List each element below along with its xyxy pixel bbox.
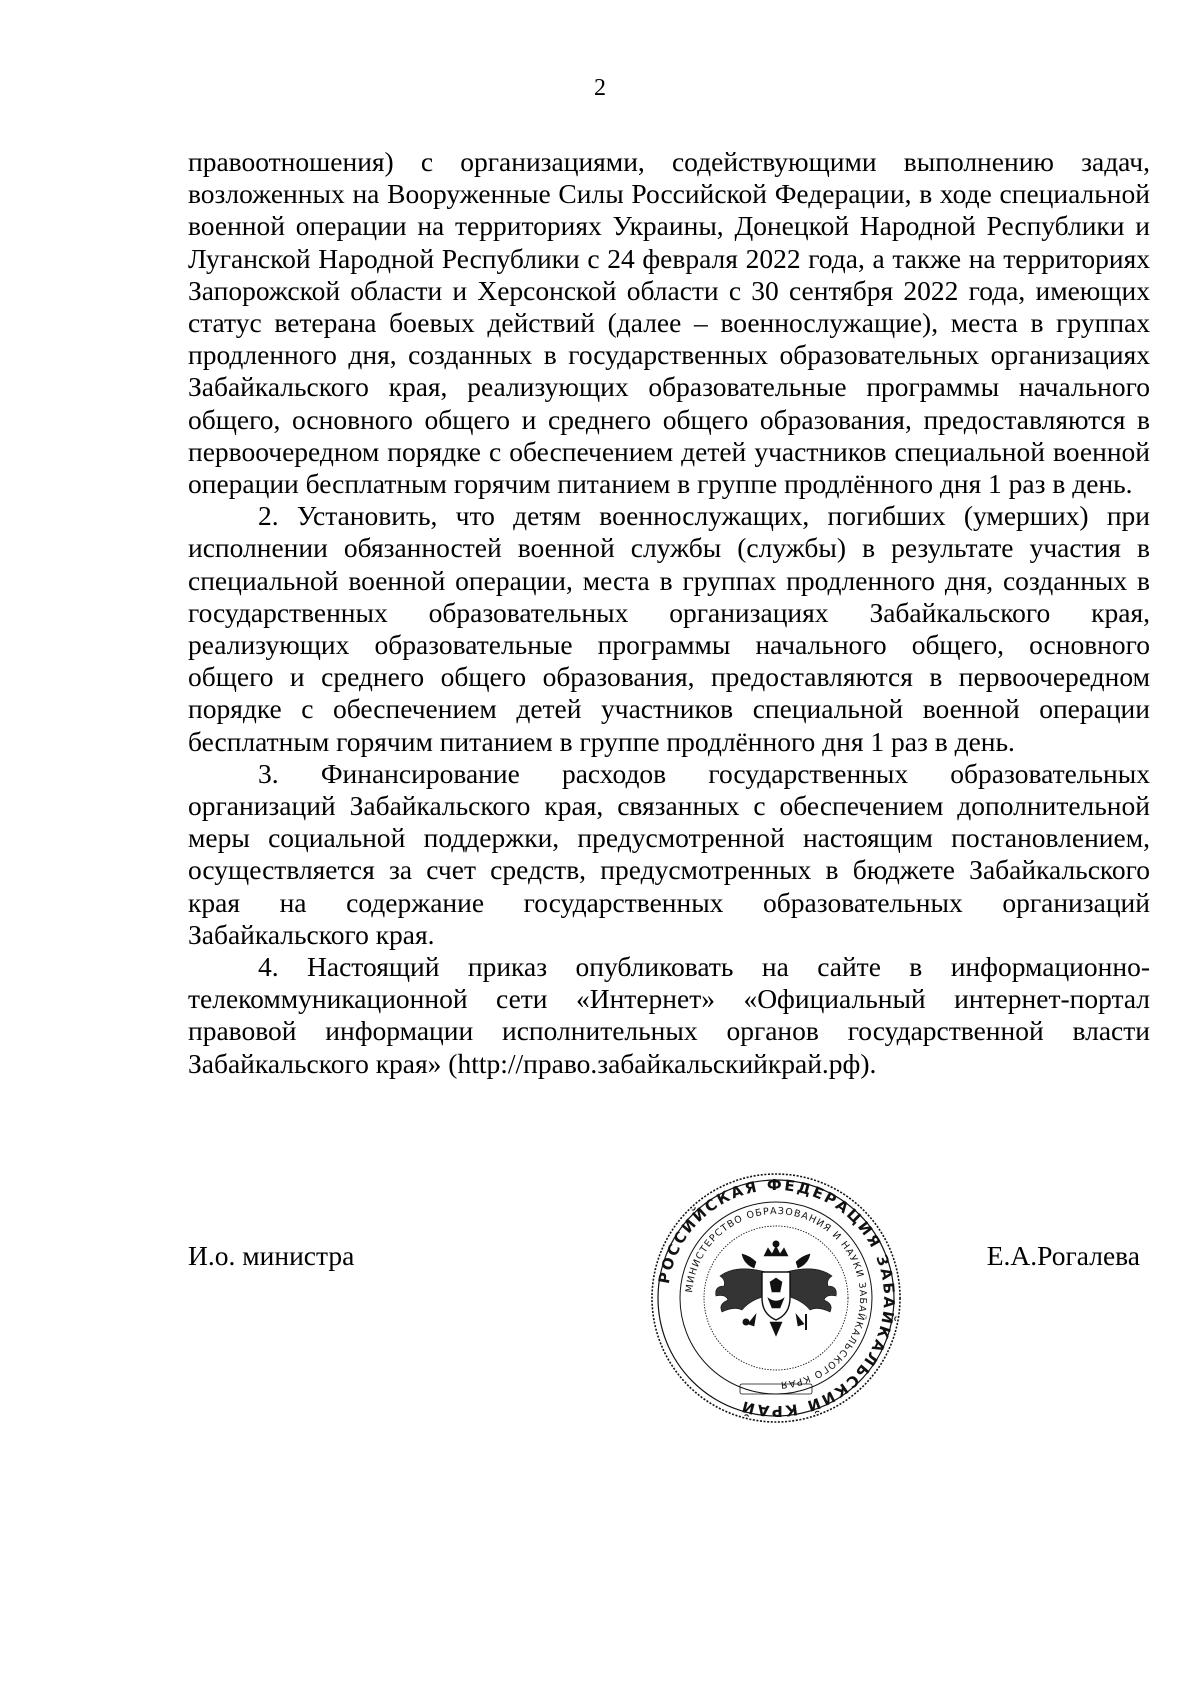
paragraph-4: 4. Настоящий приказ опубликовать на сайте в информационно-телекоммуникационной сети «Интернет» «Официальный интернет-портал правовой информации исполнительных органов государственной власти Забайкальского края» (http://право.забайкальскийкрай.рф).	[188, 951, 1150, 1079]
signer-name: Е.А.Рогалева	[986, 1240, 1140, 1271]
seal-inner-text: МИНИСТЕРСТВО ОБРАЗОВАНИЯ И НАУКИ ЗАБАЙКАЛЬСКОГО КРАЯ	[684, 1205, 869, 1390]
paragraph-2: 2. Установить, что детям военнослужащих, погибших (умерших) при исполнении обязанностей военной службы (службы) в результате участия в специальной военной операции, места в группах продленного дня, созданных в государственных образовательных организациях Забайкальского края, реализующих образовательные программы начального общего, основного общего и среднего общего образования, предоставляются в первоочередном порядке с обеспечением детей участников специальной военной операции бесплатным горячим питанием в группе продлённого дня 1 раз в день.	[188, 500, 1150, 757]
seal-outer-text: РОССИЙСКАЯ ФЕДЕРАЦИЯ ЗАБАЙКАЛЬСКИЙ КРАЙ	[654, 1175, 899, 1421]
paragraph-3: 3. Финансирование расходов государственных образовательных организаций Забайкальского края, связанных с обеспечением дополнительной меры социальной поддержки, предусмотренной настоящим постановлением, осуществляется за счет средств, предусмотренных в бюджете Забайкальского края на содержание государственных образовательных организаций Забайкальского края.	[188, 757, 1150, 950]
signer-position: И.о. министра	[188, 1240, 355, 1271]
document-body	[188, 146, 1150, 1080]
paragraph-1-continuation: правоотношения) с организациями, содействующими выполнению задач, возложенных на Вооруженные Силы Российской Федерации, в ходе специальной военной операции на территориях Украины, Донецкой Народной Республики и Луганской Народной Республики с 24 февраля 2022 года, а также на территориях Запорожской области и Херсонской области с 30 сентября 2022 года, имеющих статус ветерана боевых действий (далее – военнослужащие), места в группах продленного дня, созданных в государственных образовательных организациях Забайкальского края, реализующих образовательные программы начального общего, основного общего и среднего общего образования, предоставляются в первоочередном порядке с обеспечением детей участников специальной военной операции бесплатным горячим питанием в группе продлённого дня 1 раз в день.	[188, 146, 1150, 500]
official-seal	[648, 1170, 904, 1426]
double-headed-eagle-icon	[716, 1241, 837, 1336]
coat-of-arms-seal-icon	[648, 1170, 904, 1426]
page-number: 2	[594, 75, 606, 101]
